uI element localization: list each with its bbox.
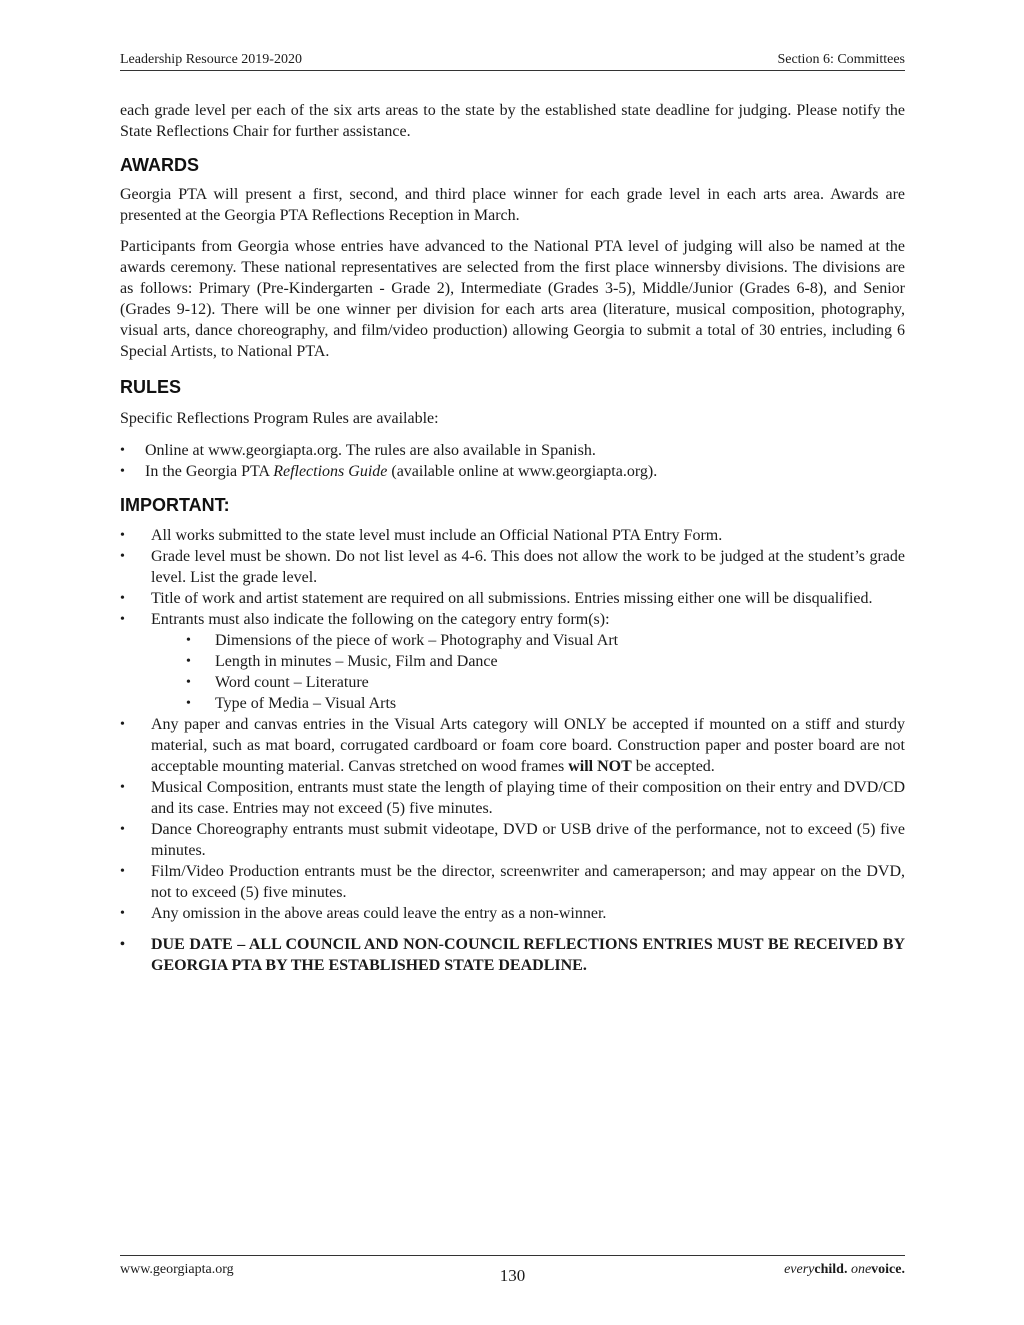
reflections-guide-title: Reflections Guide [273,463,388,480]
bullet-icon: • [120,612,125,627]
important-list [120,525,905,976]
awards-paragraph-2: Participants from Georgia whose entries have advanced to the National PTA level of judging will also be named at the awards ceremony. These national representatives are selected from the first place winnersby divisions. The divisions are as follows: Primary (Pre-Kindergarten - Grade 2), Intermediate (Grades 3-5), Middle/Junior (Grades 6-8), and Senior (Grades 9-12). There will be one winner per division for each arts area (literature, musical composition, photography, visual arts, dance choreography, and film/video production) allowing Georgia to submit a total of 30 entries, including 6 Special Artists, to National PTA. [120,238,905,360]
header-section: Section 6: Committees [777,52,905,67]
bullet-icon: • [120,591,125,606]
page-number: 130 [499,1266,526,1285]
bullet-icon: • [120,937,125,952]
list-item: • Grade level must be shown. Do not list level as 4-6. This does not allow the work to be judged at the student’s grade level. List the grade level. [120,548,905,586]
footer-website: www.georgiapta.org [120,1262,234,1277]
page-content [120,100,905,976]
list-item: • Film/Video Production entrants must be the director, screenwriter and cameraperson; and may appear on the DVD, not to exceed (5) five minutes. [120,863,905,901]
bullet-icon: • [186,696,191,711]
list-item: • In the Georgia PTA Reflections Guide (available online at www.georgiapta.org). [120,463,658,480]
list-item: • Type of Media – Visual Arts [186,695,397,712]
rules-heading: RULES [120,377,182,397]
header-title: Leadership Resource 2019-2020 [120,52,302,67]
list-item: • Length in minutes – Music, Film and Dance [186,653,498,670]
list-item: • Any paper and canvas entries in the Visual Arts category will ONLY be accepted if mounted on a stiff and sturdy material, such as mat board, corrugated cardboard or foam core board. Construction paper and poster board are not acceptable mounting material. Canvas stretched on wood frames will NOT be accepted. [120,716,905,775]
list-item: • Entrants must also indicate the following on the category entry form(s): • Dimensions of the piece of work – Photography and Visual Art • Length in minutes – Music, Film and Dance • Word count – Literature • Type of Media – Visual Arts [120,609,905,714]
bullet-icon: • [120,464,125,479]
awards-heading: AWARDS [120,155,200,175]
list-item: • Title of work and artist statement are required on all submissions. Entries missing either one will be disqualified. [120,590,873,607]
bullet-icon: • [120,780,125,795]
bullet-icon: • [186,675,191,690]
page-footer [120,1255,905,1296]
due-date-notice: • DUE DATE – ALL COUNCIL AND NON-COUNCIL REFLECTIONS ENTRIES MUST BE RECEIVED BY GEORGIA PTA BY THE ESTABLISHED STATE DEADLINE. [120,936,905,974]
list-item: • Dance Choreography entrants must submit videotape, DVD or USB drive of the performance, not to exceed (5) five minutes. [120,821,905,859]
list-item: • Any omission in the above areas could leave the entry as a non-winner. [120,905,607,922]
rules-intro: Specific Reflections Program Rules are available: [120,410,439,427]
list-item: • All works submitted to the state level must include an Official National PTA Entry Form. [120,527,723,544]
bullet-icon: • [186,654,191,669]
category-sublist [120,630,905,714]
list-item: • Online at www.georgiapta.org. The rules are also available in Spanish. [120,442,596,459]
bullet-icon: • [120,906,125,921]
page-header [120,50,905,71]
bullet-icon: • [120,717,125,732]
list-item: • Word count – Literature [186,674,369,691]
bullet-icon: • [186,633,191,648]
intro-paragraph: each grade level per each of the six arts areas to the state by the established state deadline for judging. Please notify the State Reflections Chair for further assistance. [120,102,905,140]
bullet-icon: • [120,528,125,543]
rules-list [120,440,905,482]
awards-paragraph-1: Georgia PTA will present a first, second, and third place winner for each grade level in each arts area. Awards are presented at the Georgia PTA Reflections Reception in March. [120,186,905,224]
bullet-icon: • [120,864,125,879]
list-item: • Dimensions of the piece of work – Photography and Visual Art [186,632,619,649]
important-heading: IMPORTANT: [120,495,230,515]
bullet-icon: • [120,443,125,458]
bullet-icon: • [120,822,125,837]
list-item: • Musical Composition, entrants must state the length of playing time of their composition on their entry and DVD/CD and its case. Entries may not exceed (5) five minutes. [120,779,905,817]
bullet-icon: • [120,549,125,564]
footer-tagline: everychild. onevoice. [784,1262,905,1277]
